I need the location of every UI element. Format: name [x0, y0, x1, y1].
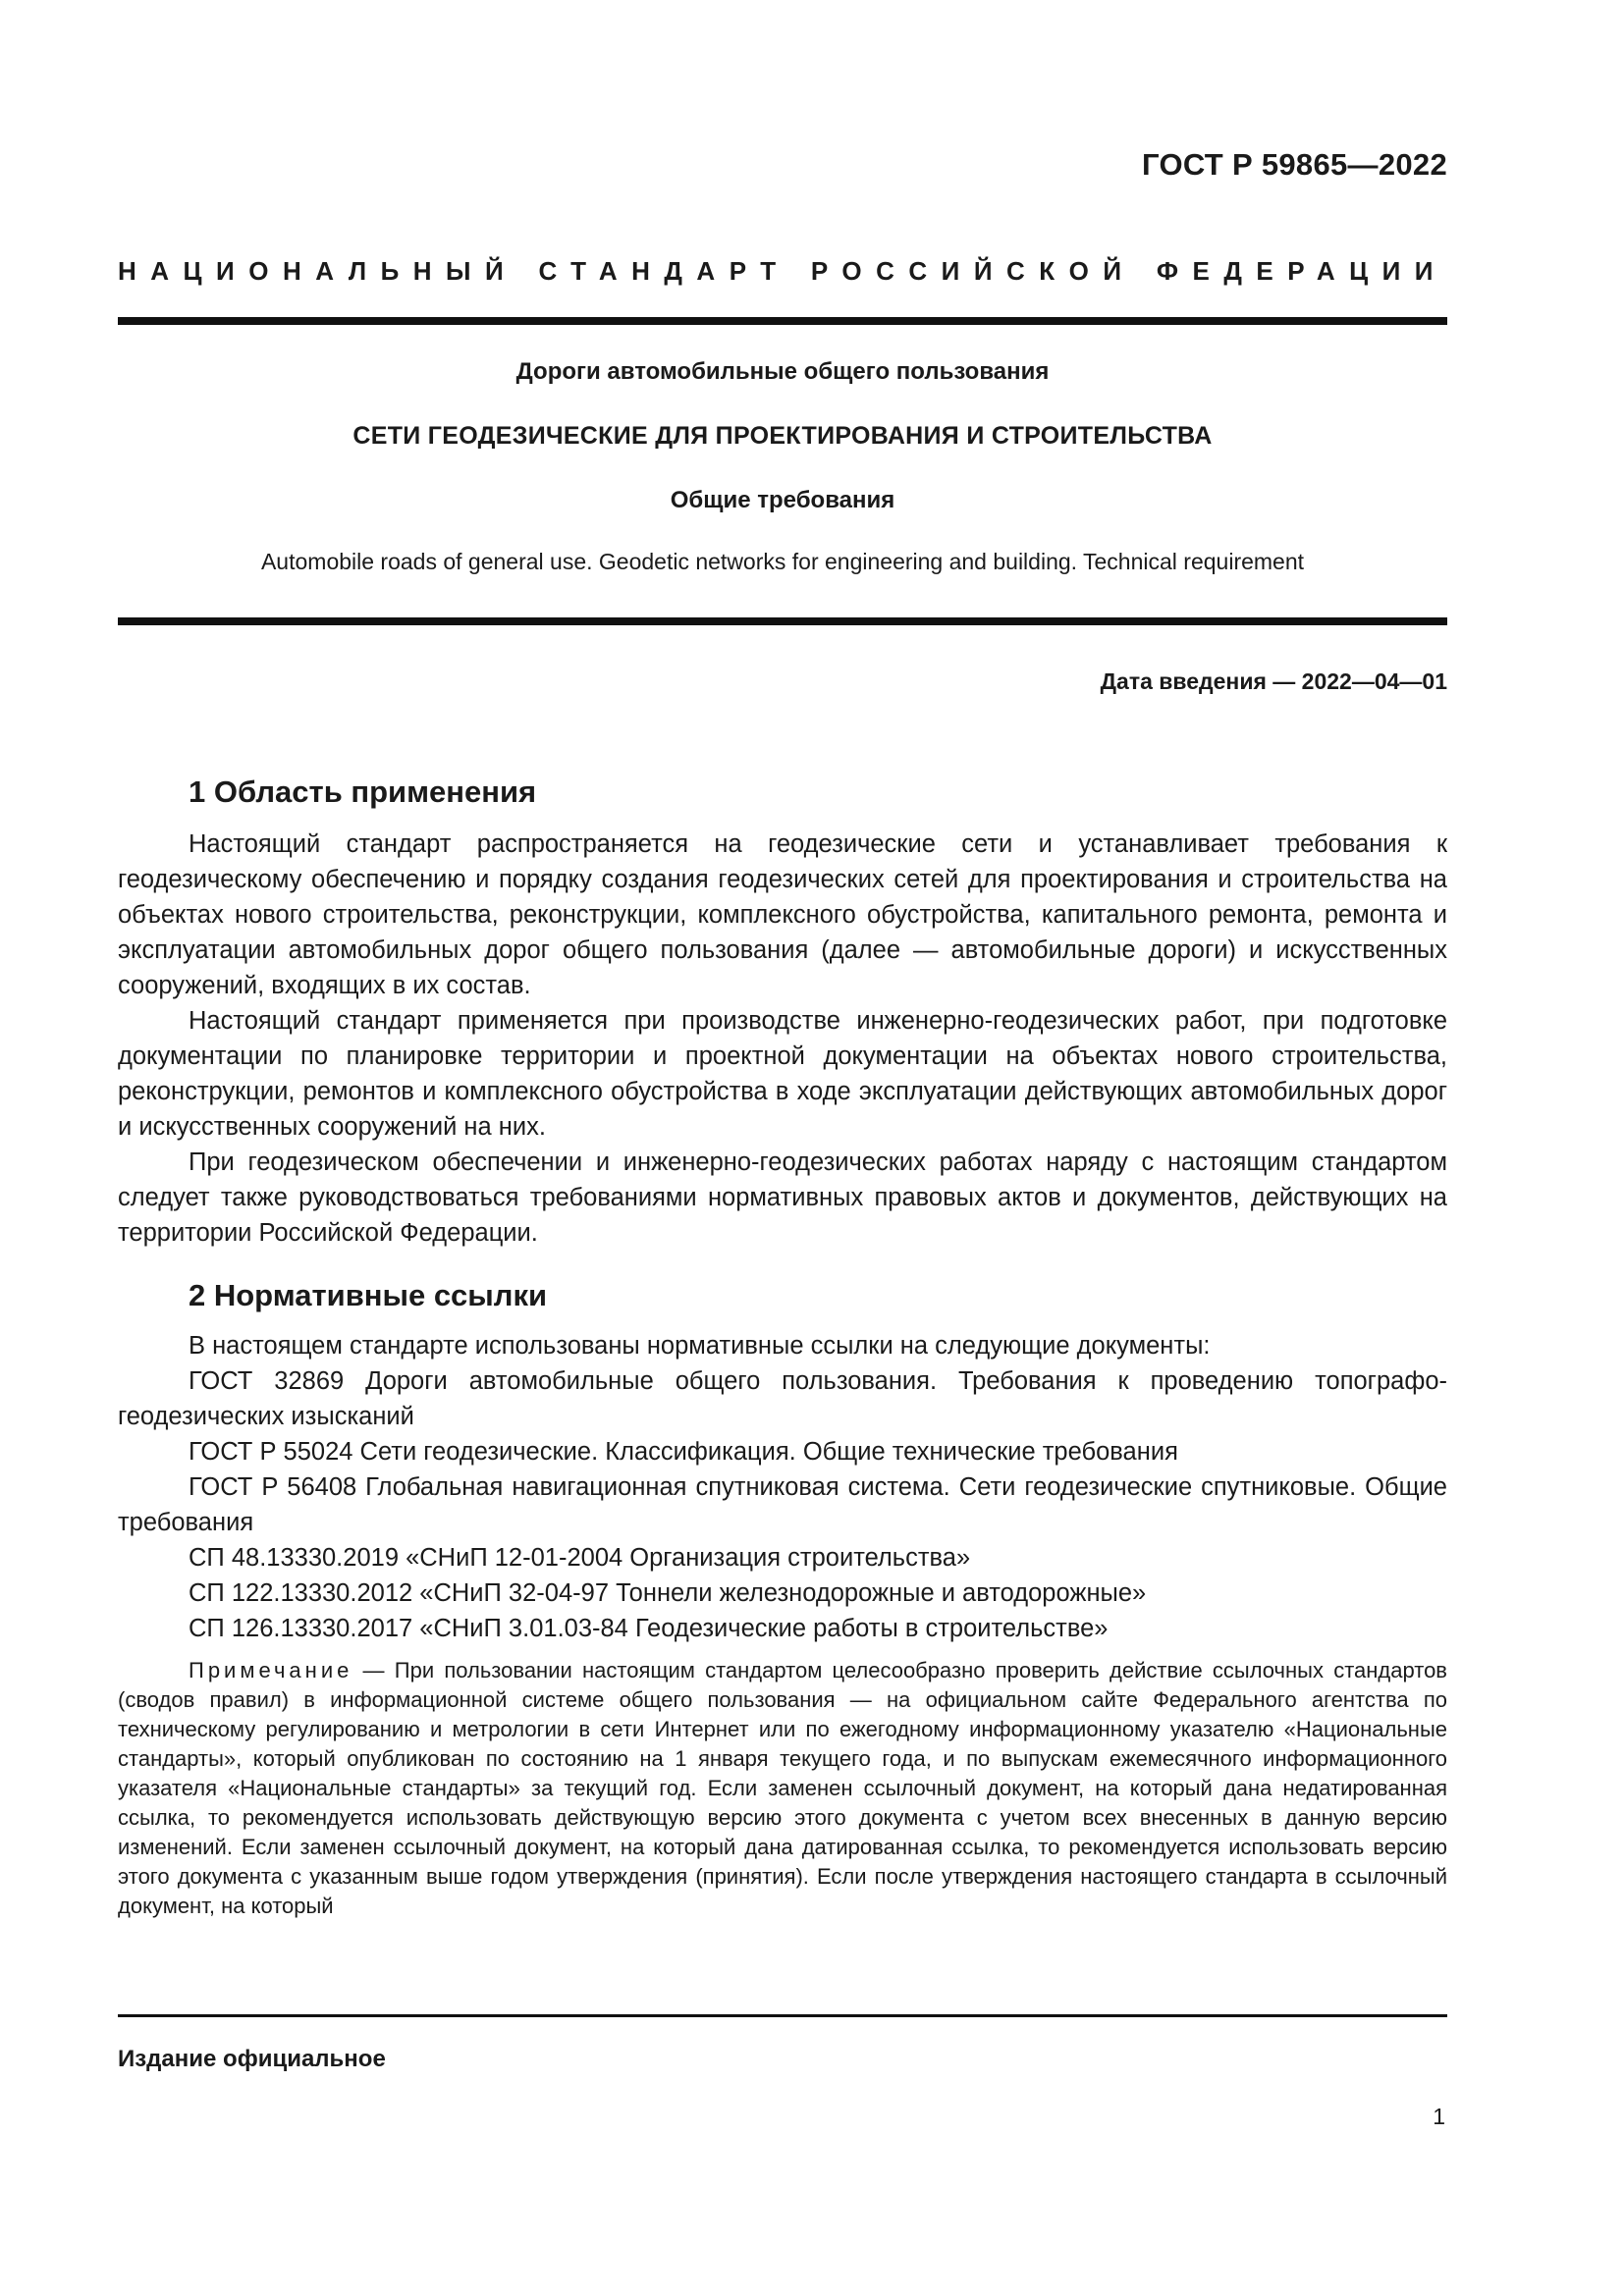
reference-item: ГОСТ Р 56408 Глобальная навигационная спутниковая система. Сети геодезические спутниковые. Общие требования: [118, 1473, 1447, 1536]
reference-item: ГОСТ Р 55024 Сети геодезические. Классификация. Общие технические требования: [189, 1438, 1178, 1466]
national-standard-word: СТАНДАРТ: [538, 256, 790, 286]
reference-item: СП 126.13330.2017 «СНиП 3.01.03-84 Геодезические работы в строительстве»: [189, 1615, 1109, 1642]
section-1-paragraph-3: При геодезическом обеспечении и инженерно-геодезических работах наряду с настоящим стандартом следует также руководствоваться требованиями нормативных правовых актов и документов, действующих на территории Российской Федерации.: [118, 1148, 1447, 1247]
section-1-paragraph-1: Настоящий стандарт распространяется на геодезические сети и устанавливает требования к геодезическому обеспечению и порядку создания геодезических сетей для проектирования и строительства на объектах нового строительства, реконструкции, комплексного обустройства, капитального ремонта, ремонта и эксплуатации автомобильных дорог общего пользования (далее — автомобильные дороги) и искусственных сооружений, входящих в их состав.: [118, 830, 1447, 999]
top-divider: [118, 317, 1447, 325]
date-introduced: Дата введения — 2022—04—01: [1100, 668, 1447, 694]
reference-item: ГОСТ 32869 Дороги автомобильные общего пользования. Требования к проведению топографо-геодезических изысканий: [118, 1367, 1447, 1430]
section-2-heading: 2 Нормативные ссылки: [189, 1278, 548, 1312]
national-standard-word: ФЕДЕРАЦИИ: [1156, 256, 1447, 286]
title-line-3: Общие требования: [670, 487, 895, 513]
official-edition-label: Издание официальное: [118, 2046, 386, 2072]
title-line-2: СЕТИ ГЕОДЕЗИЧЕСКИЕ ДЛЯ ПРОЕКТИРОВАНИЯ И СТРОИТЕЛЬСТВА: [352, 422, 1213, 450]
national-standard-banner: [118, 256, 1447, 287]
reference-item: СП 122.13330.2012 «СНиП 32-04-97 Тоннели железнодорожные и автодорожные»: [189, 1579, 1147, 1607]
title-divider: [118, 617, 1447, 625]
title-line-1: Дороги автомобильные общего пользования: [515, 358, 1050, 385]
note-block: [118, 1656, 1447, 1921]
national-standard-word: НАЦИОНАЛЬНЫЙ: [118, 256, 518, 286]
section-2-intro: В настоящем стандарте использованы нормативные ссылки на следующие документы:: [189, 1332, 1211, 1360]
reference-item: СП 48.13330.2019 «СНиП 12-01-2004 Организация строительства»: [189, 1544, 971, 1572]
english-title: Automobile roads of general use. Geodetic networks for engineering and building. Technical requirement: [260, 549, 1305, 574]
note-text: — При пользовании настоящим стандартом целесообразно проверить действие ссылочных стандартов (сводов правил) в информационной системе общего пользования — на официальном сайте Федерального агентства по техническому регулированию и метрологии в сети Интернет или по ежегодному информационному указателю «Национальные стандарты», который опубликован по состоянию на 1 января текущего года, и по выпускам ежемесячного информационного указателя «Национальные стандарты» за текущий год. Если заменен ссылочный документ, на который дана недатированная ссылка, то рекомендуется использовать действующую версию этого документа с учетом всех внесенных в данную версию изменений. Если заменен ссылочный документ, на который дана датированная ссылка, то рекомендуется использовать версию этого документа с указанным выше годом утверждения (принятия). Если после утверждения настоящего стандарта в ссылочный документ, на который: [118, 1658, 1447, 1918]
section-1-paragraph-2: Настоящий стандарт применяется при производстве инженерно-геодезических работ, при подготовке документации по планировке территории и проектной документации на объектах нового строительства, реконструкции, ремонтов и комплексного обустройства в ходе эксплуатации действующих автомобильных дорог и искусственных сооружений на них.: [118, 1007, 1447, 1141]
national-standard-word: РОССИЙСКОЙ: [810, 256, 1136, 286]
document-body: [118, 773, 1447, 1921]
footer-divider: [118, 2014, 1447, 2017]
page-number: 1: [1433, 2104, 1445, 2129]
document-page: [118, 0, 1447, 2296]
gost-number: ГОСТ Р 59865—2022: [1142, 147, 1447, 182]
section-1-heading: 1 Область применения: [189, 774, 537, 809]
note-label: Примечание: [189, 1658, 353, 1682]
